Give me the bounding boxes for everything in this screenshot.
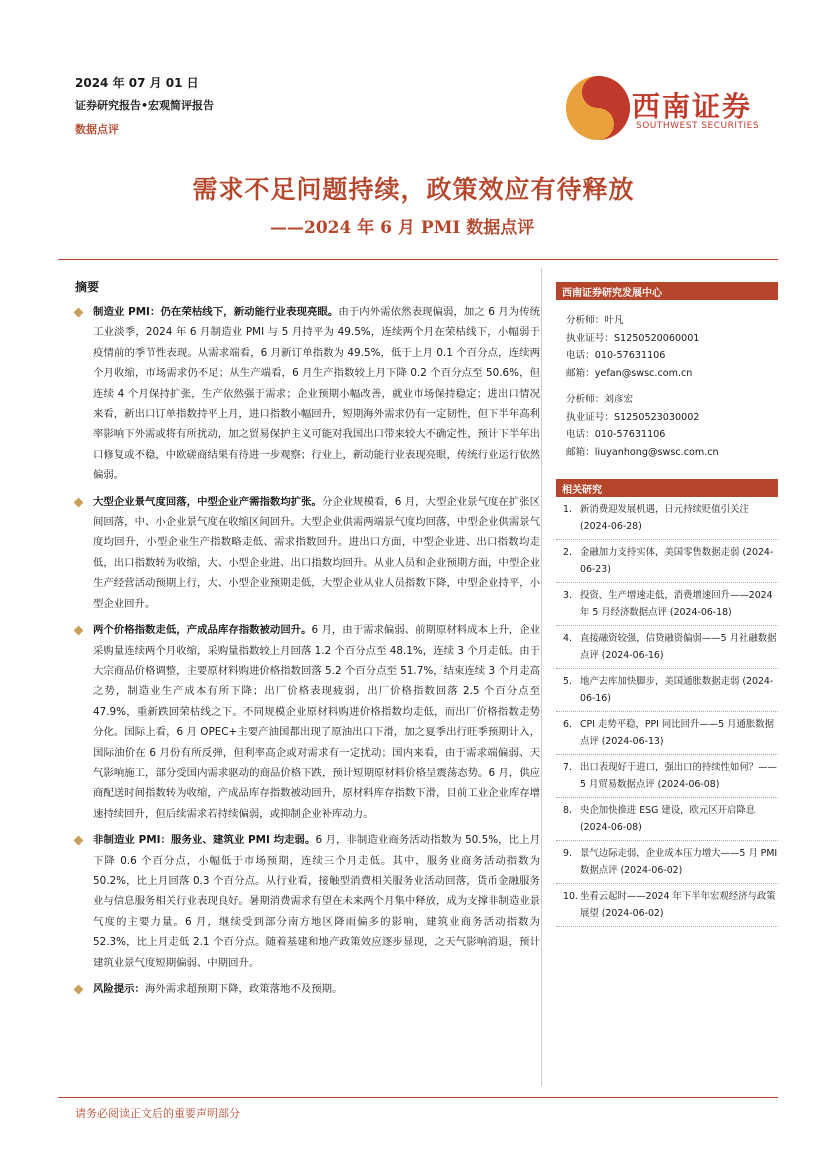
research-title: 新消费迎发展机遇，日元持续贬值引关注 — [580, 504, 749, 515]
research-date: (2024-06-02) — [620, 865, 683, 876]
research-title: 景气边际走弱，企业成本压力增大——5 月 PMI 数据点评 — [580, 848, 778, 876]
research-center-title: 西南证券研究发展中心 — [562, 288, 662, 299]
paragraph-lead: 两个价格指数走低，产成品库存指数被动回升。 — [93, 624, 312, 637]
diamond-bullet-icon — [74, 836, 84, 846]
analyst-email[interactable]: 邮箱：liuyanhong@swsc.com.cn — [566, 446, 719, 458]
list-item[interactable]: 8. 央企加快推进 ESG 建设，欧元区开启降息 (2024-06-08) — [556, 802, 778, 841]
diamond-bullet-icon — [74, 497, 84, 507]
research-date: (2024-06-02) — [601, 908, 664, 919]
paragraph-text: 分企业规模看，6 月，大型企业景气度在扩张区间回落，中、小企业景气度在收缩区间回升。大型企业供需两端景气度均回落，中型企业供需景气度均回升，小型企业生产指数略走低、需求指数回升。进出口方面，中型企业进、出口指数均走低，出口指数转为收缩，大、小型企业进、出口指数均回升。从业人员和企业预期方面，中型企业生产经营活动预期上行，大、小型企业预期走低，大型企业从业人员指数下降，中型企业持平，小型企业回升。 — [93, 495, 540, 610]
research-title: 金融加力支持实体，美国零售数据走弱 — [580, 547, 740, 558]
research-date: (2024-06-18) — [669, 607, 732, 618]
footer-disclaimer: 请务必阅读正文后的重要声明部分 — [75, 1107, 240, 1120]
analyst-email[interactable]: 邮箱：yefan@swsc.com.cn — [566, 367, 693, 379]
abstract-paragraph — [75, 492, 540, 614]
list-item[interactable]: 3. 投资、生产增速走低，消费增速回升——2024 年 5 月经济数据点评 (2024-06-18) — [556, 587, 778, 626]
diamond-bullet-icon — [74, 308, 84, 318]
research-date: (2024-06-16) — [601, 650, 664, 661]
research-title: 地产去库加快脚步，美国通胀数据走弱 — [580, 676, 740, 687]
research-title: 出口表现好于进口，强出口的持续性如何？——5 月贸易数据点评 — [580, 762, 777, 790]
report-date: 2024 年 07 月 01 日 — [75, 76, 199, 90]
research-center-band — [556, 282, 778, 300]
research-date: (2024-06-08) — [580, 822, 642, 833]
report-title: 需求不足问题持续，政策效应有待释放 — [192, 175, 635, 204]
list-item[interactable]: 10. 坐看云起时——2024 年下半年宏观经济与政策展望 (2024-06-02) — [556, 888, 778, 927]
analyst-license: 执业证号：S1250523030002 — [566, 411, 700, 423]
related-research-title: 相关研究 — [562, 485, 602, 496]
diamond-bullet-icon — [74, 626, 84, 636]
paragraph-text: 6 月，非制造业商务活动指数为 50.5%，比上月下降 0.6 个百分点，小幅低于市场预期，连续三个月走低。其中，服务业商务活动指数为 50.2%，比上月回落 0.3 个百分点。从行业看，接触型消费相关服务业活动回落，货币金融服务业与信息服务相关行业表现良好。暑期消费需求有望在未来两个月集中释放，成为支撑非制造业景气度的主要力量。6 月，继续受到部分南方地区降雨偏多的影响，建筑业商务活动指数为 52.3%，比上月走低 2.1 个百分点。随着基建和地产政策效应逐步显现，之天气影响消退，预计建筑业景气度短期偏弱、中期回升。 — [93, 834, 540, 969]
analyst-phone: 电话：010-57631106 — [566, 350, 666, 362]
report-subtype: 数据点评 — [75, 123, 119, 136]
paragraph-lead: 风险提示： — [93, 983, 145, 995]
abstract-paragraph — [75, 830, 540, 973]
diamond-bullet-icon — [74, 985, 84, 995]
list-item[interactable]: 1. 新消费迎发展机遇，日元持续贬值引关注 (2024-06-28) — [556, 501, 778, 540]
paragraph-text: 由于内外需依然表现偏弱，加之 6 月为传统工业淡季，2024 年 6 月制造业 PMI 与 5 月持平为 49.5%，连续两个月在荣枯线下，小幅弱于疫情前的季节性表现。从需求端看，6 月新订单指数为 49.5%，低于上月 0.1 个百分点，连续两个月收缩，市场需求仍不足；从生产端看，6 月生产指数较上月下降 0.2 个百分点至 50.6%，但连续 4 个月保持扩张，生产依然强于需求；企业预期小幅改善，就业市场保持稳定；进出口情况来看，新出口订单指数持平上月，进口指数小幅回升，短期海外需求仍有一定韧性，但下半年高利率影响下外需或将有所扰动，加之贸易保护主义可能对我国出口带来较大不确定性，预计下半年出口修复或不稳，中欧磋商结果有待进一步观察；行业上，新动能行业表现亮眼，传统行业运行依然偏弱。 — [93, 306, 540, 482]
analyst-name: 分析师：刘彦宏 — [566, 394, 634, 405]
list-item[interactable]: 2. 金融加力支持实体，美国零售数据走弱 (2024-06-23) — [556, 544, 778, 583]
research-date: (2024-06-16) — [580, 676, 774, 704]
related-research-band — [556, 479, 778, 497]
list-item[interactable]: 4. 直接融资较强，信贷融资偏弱——5 月社融数据点评 (2024-06-16) — [556, 630, 778, 669]
paragraph-lead: 非制造业 PMI：服务业、建筑业 PMI 均走弱。 — [93, 834, 316, 847]
abstract-paragraph — [75, 302, 540, 486]
analyst-license: 执业证号：S1250520060001 — [566, 332, 700, 344]
column-divider — [541, 268, 542, 1086]
abstract-paragraph — [75, 620, 540, 824]
research-title: 投资、生产增速走低，消费增速回升——2024 年 5 月经济数据点评 — [580, 590, 773, 618]
analyst-phone: 电话：010-57631106 — [566, 429, 666, 441]
bottom-divider — [58, 1097, 778, 1098]
related-research-list — [556, 501, 778, 931]
research-title: 央企加快推进 ESG 建设，欧元区开启降息 — [580, 805, 756, 816]
research-date: (2024-06-28) — [580, 521, 642, 532]
research-title: 直接融资较强，信贷融资偏弱——5 月社融数据点评 — [580, 633, 777, 661]
top-divider — [58, 259, 778, 260]
research-date: (2024-06-13) — [601, 736, 664, 747]
research-date: (2024-06-08) — [657, 779, 720, 790]
report-type: 证券研究报告•宏观简评报告 — [75, 99, 215, 112]
abstract-body — [75, 302, 540, 1005]
analyst-card — [566, 312, 776, 382]
research-title: 坐看云起时——2024 年下半年宏观经济与政策展望 — [580, 891, 776, 919]
logo-text-en: SOUTHWEST SECURITIES — [636, 121, 760, 131]
research-title: CPI 走势平稳，PPI 同比回升——5 月通胀数据点评 — [580, 719, 774, 747]
abstract-heading: 摘要 — [75, 280, 100, 294]
paragraph-lead: 制造业 PMI：仍在荣枯线下，新动能行业表现亮眼。 — [93, 306, 339, 318]
paragraph-lead: 大型企业景气度回落，中型企业产需指数均扩张。 — [93, 495, 322, 508]
analyst-card — [566, 391, 776, 461]
logo-text-cn: 西南证券 — [632, 90, 753, 123]
risk-warning — [75, 979, 540, 999]
analyst-name: 分析师：叶凡 — [566, 315, 624, 326]
list-item[interactable]: 6. CPI 走势平稳，PPI 同比回升——5 月通胀数据点评 (2024-06-13) — [556, 716, 778, 755]
list-item[interactable]: 5. 地产去库加快脚步，美国通胀数据走弱 (2024-06-16) — [556, 673, 778, 712]
paragraph-text: 海外需求超预期下降，政策落地不及预期。 — [144, 983, 343, 995]
list-item[interactable]: 9. 景气边际走弱，企业成本压力增大——5 月 PMI 数据点评 (2024-06-02) — [556, 845, 778, 884]
report-subtitle: ——2024 年 6 月 PMI 数据点评 — [270, 218, 535, 238]
paragraph-text: 6 月，由于需求偏弱、前期原材料成本上升，企业采购量连续两个月收缩，采购量指数较上月回落 1.2 个百分点至 48.1%，连续 3 个月走低。由于大宗商品价格调整，主要原材料购进价格指数回落 5.2 个百分点至 51.7%，结束连续 3 个月走高之势，制造业生产成本有所下降；出厂价格表现疲弱，出厂价格指数回落 2.5 个百分点至 47.9%，重新跌回荣枯线之下。不同规模企业原材料购进价格指数均走低，而出厂价格指数走势分化。国际上看，6 月 OPEC+主要产油国都出现了原油出口下滑，加之夏季出行旺季预期计入，国际油价在 6 月份有所反弹，但利率高企或对需求有一定扰动；国内来看，由于需求端偏弱、天气影响施工，部分受国内需求驱动的商品价格下跌，预计短期原材料价格呈震荡态势。6 月，供应商配送时间指数转为收缩，产成品库存指数被动回升，原材料库存指数下滑，目前工业企业库存增速持续回升，但后续需求若持续偏弱，或抑制企业补库动力。 — [93, 624, 540, 820]
list-item[interactable]: 7. 出口表现好于进口，强出口的持续性如何？——5 月贸易数据点评 (2024-06-08) — [556, 759, 778, 798]
research-date: (2024-06-23) — [580, 547, 774, 575]
